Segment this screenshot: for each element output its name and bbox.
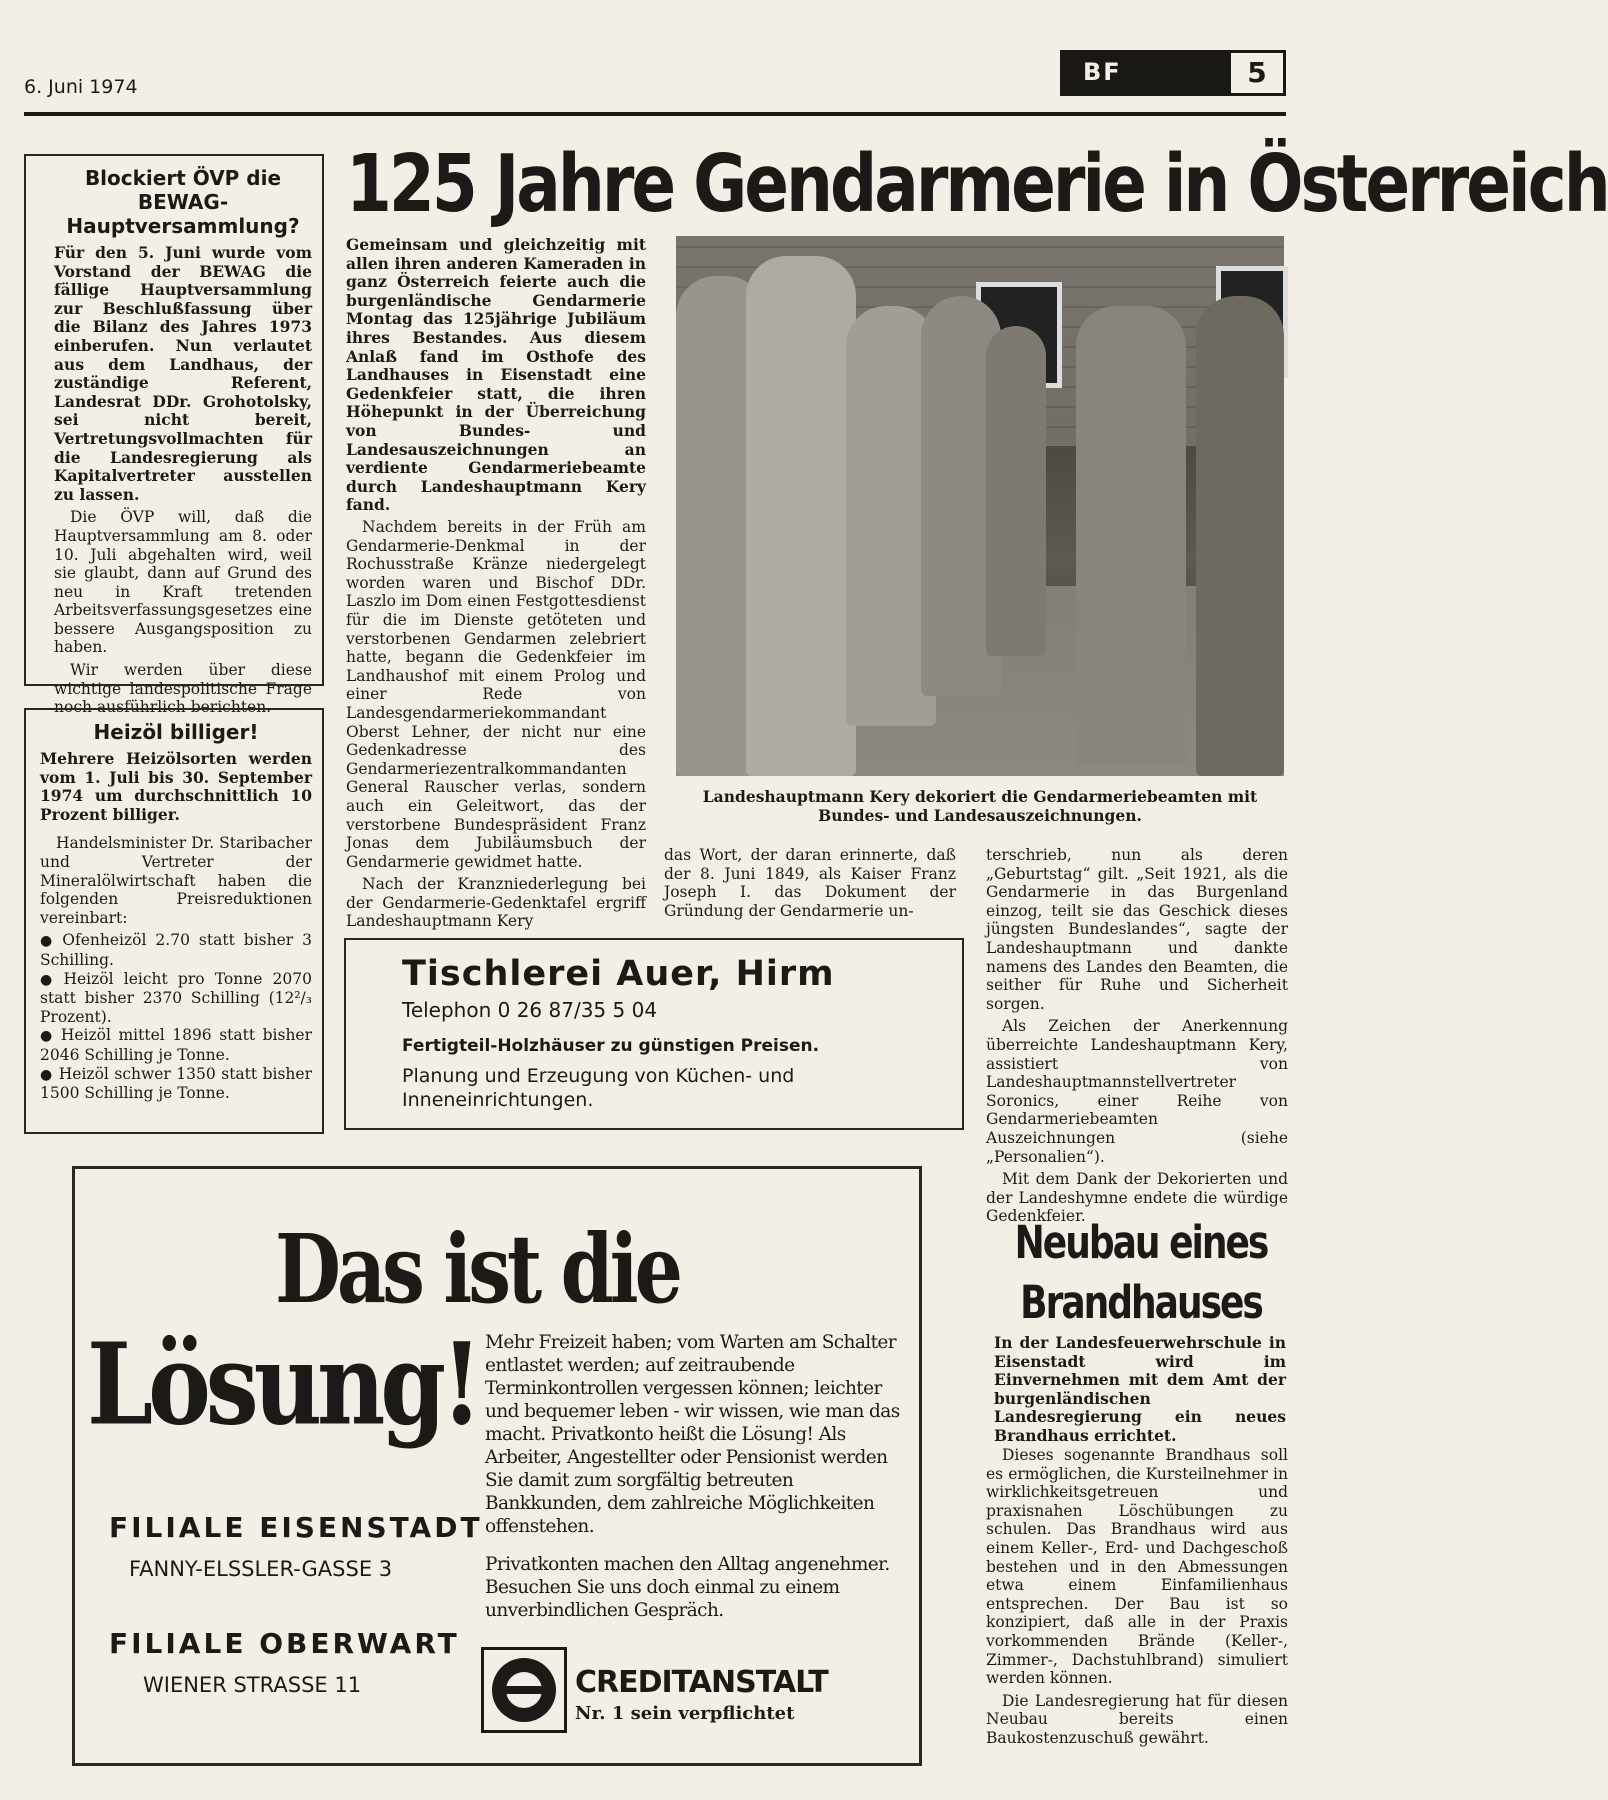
section-badge (1060, 50, 1286, 96)
branch-oberwart: FILIALE OBERWART (109, 1627, 460, 1660)
heizoel-bullet: ● Heizöl mittel 1896 statt bisher 2046 Schilling je Tonne. (40, 1026, 312, 1064)
main-paragraph: das Wort, der daran erinnerte, daß der 8. Juni 1849, als Kaiser Franz Joseph I. das Dokument der Gründung der Gendarmerie un- (664, 846, 956, 920)
heizoel-lead: Mehrere Heizölsorten werden vom 1. Juli bis 30. September 1974 um durchschnittlich 10 Prozent billiger. (40, 749, 312, 824)
ceremony-photo (676, 236, 1284, 776)
ad-slogan-line-2: Lösung! (87, 1319, 478, 1451)
main-paragraph: terschrieb, nun als deren „Geburtstag“ gilt. „Seit 1921, als die Gendarmerie in das Burgenland einzog, teilt sie das Geschick dieses jüngsten Bundeslandes“, sagte der Landeshauptmann und dankte namens des Landes den Beamten, die seither für Ruhe und Sicherheit sorgen. (986, 846, 1288, 1013)
ad-copy: Mehr Freizeit haben; vom Warten am Schalter entlastet werden; auf zeitraubende Terminkontrollen vergessen können; leichter und bequemer leben - wir wissen, wie man das macht. Privatkonto heißt die Lösung! Als Arbeiter, Angestellter oder Pensionist werden Sie damit zum sorgfältig betreuten Bankkunden, dem zahlreiche Möglichkeiten offenstehen. (485, 1332, 900, 1537)
bewag-paragraph: Wir werden über diese wichtige landespolitische Frage noch ausführlich berichten. (54, 661, 312, 717)
brandhaus-paragraph: Die Landesregierung hat für diesen Neubau bereits einen Baukostenzuschuß gewährt. (986, 1691, 1288, 1747)
branch-eisenstadt-address: FANNY-ELSSLER-GASSE 3 (129, 1557, 393, 1581)
heizoel-bullet: ● Heizöl leicht pro Tonne 2070 statt bisher 2370 Schilling (12²/₃ Prozent). (40, 970, 312, 1027)
ad-slogan-line-1: Das ist die (275, 1213, 679, 1325)
main-paragraph: Als Zeichen der Anerkennung überreichte Landeshauptmann Kery, assistiert von Landeshauptmannstellvertreter Soronics, einer Reihe von Gendarmeriebeamten Auszeichnungen (siehe „Personalien“). (986, 1017, 1288, 1166)
tischlerei-tagline: Fertigteil-Holzhäuser zu günstigen Preisen. (402, 1036, 820, 1056)
ad-copy: Privatkonten machen den Alltag angenehmer. Besuchen Sie uns doch einmal zu einem unverbindlichen Gespräch. (485, 1554, 890, 1621)
main-paragraph: Nachdem bereits in der Früh am Gendarmerie-Denkmal in der Rochusstraße Kränze niedergelegt worden waren und Bischof DDr. Laszlo im Dom einen Festgottesdienst für die im Dienste getöteten und verstorbenen Gendarmen zelebriert hatte, begann die Gedenkfeier im Landhaushof mit einem Prolog und einer Rede von Landesgendarmeriekommandant Oberst Lehner, der nicht nur eine Gedenkadresse des Gendarmeriezentralkommandanten General Rauscher verlas, sondern auch ein Geleitwort, das der verstorbene Bundespräsident Franz Jonas dem Jubiläumsbuch der Gendarmerie gewidmet hatte. (346, 518, 646, 871)
creditanstalt-ad (72, 1166, 922, 1766)
brandhaus-headline: Neubau eines Brandhauses (1014, 1217, 1268, 1329)
photo-figure (1196, 296, 1284, 776)
main-body-column-1 (346, 518, 646, 935)
main-paragraph: Nach der Kranzniederlegung bei der Gendarmerie-Gedenktafel ergriff Landeshauptmann Kery (346, 875, 646, 931)
main-body-column-3 (986, 846, 1288, 1230)
header-rule (24, 112, 1286, 116)
bewag-box (24, 154, 324, 717)
page-number: 5 (1227, 53, 1283, 93)
brandhaus-lead: In der Landesfeuerwehrschule in Eisenstadt wird im Einvernehmen mit dem Amt der burgenländischen Landesregierung ein neues Brandhaus errichtet. (994, 1333, 1286, 1445)
branch-oberwart-address: WIENER STRASSE 11 (143, 1673, 362, 1697)
tischlerei-text: Planung und Erzeugung von Küchen- und Inneneinrichtungen. (402, 1065, 795, 1111)
photo-caption: Landeshauptmann Kery dekoriert die Gendarmeriebeamten mit Bundes- und Landesauszeichnungen. (702, 787, 1258, 825)
section-label: BF (1083, 58, 1122, 86)
bewag-paragraph: Die ÖVP will, daß die Hauptversammlung am 8. oder 10. Juli abgehalten wird, weil sie glaubt, dann auf Grund des neu in Kraft tretenden Arbeitsverfassungsgesetzes eine bessere Ausgangsposition zu haben. (54, 508, 312, 657)
bewag-headline: Blockiert ÖVP die BEWAG-Hauptversammlung? (66, 166, 300, 238)
brandhaus-body (986, 1446, 1288, 1752)
heizoel-headline: Heizöl billiger! (93, 720, 259, 744)
issue-date: 6. Juni 1974 (24, 76, 138, 98)
heizoel-bullet: ● Ofenheizöl 2.70 statt bisher 3 Schilling. (40, 931, 312, 969)
main-paragraph: Mit dem Dank der Dekorierten und der Landeshymne endete die würdige Gedenkfeier. (986, 1170, 1288, 1226)
bank-name: CREDITANSTALT (575, 1665, 828, 1700)
photo-figure (746, 256, 856, 776)
photo-figure (986, 326, 1046, 656)
tischlerei-phone: Telephon 0 26 87/35 5 04 (402, 998, 658, 1022)
tischlerei-name: Tischlerei Auer, Hirm (402, 954, 835, 994)
bank-tagline: Nr. 1 sein verpflichtet (575, 1703, 795, 1724)
main-body-column-2 (664, 846, 956, 924)
brandhaus-paragraph: Dieses sogenannte Brandhaus soll es ermöglichen, die Kursteilnehmer in wirklichkeitsgetreuen und praxisnahen Löschübungen zu schulen. Das Brandhaus wird aus einem Keller-, Erd- und Dachgeschoß bestehen und in den Abmessungen etwa einem Einfamilienhaus entsprechen. Der Bau ist so konzipiert, daß alle in der Praxis vorkommenden Brände (Keller-, Zimmer-, Dachstuhlbrand) simuliert werden können. (986, 1446, 1288, 1688)
photo-figure (1076, 306, 1186, 766)
branch-eisenstadt: FILIALE EISENSTADT (109, 1511, 483, 1544)
heizoel-bullet: ● Heizöl schwer 1350 statt bisher 1500 Schilling je Tonne. (40, 1065, 312, 1103)
bewag-lead: Für den 5. Juni wurde vom Vorstand der BEWAG die fällige Hauptversammlung zur Beschlußfassung über die Bilanz des Jahres 1973 einberufen. Nun verlautet aus dem Landhaus, der zuständige Referent, Landesrat DDr. Grohotolsky, sei nicht bereit, Vertretungsvollmachten für die Landesregierung als Kapitalvertreter ausstellen zu lassen. (54, 243, 312, 504)
creditanstalt-logo-icon (481, 1647, 567, 1733)
main-headline: 125 Jahre Gendarmerie in Österreich (346, 138, 1608, 231)
tischlerei-ad (344, 938, 964, 1130)
heizoel-box (24, 708, 324, 1134)
heizoel-paragraph: Handelsminister Dr. Staribacher und Vertreter der Mineralölwirtschaft haben die folgenden Preisreduktionen vereinbart: (40, 834, 312, 927)
main-lead: Gemeinsam und gleichzeitig mit allen ihren anderen Kameraden in ganz Österreich feierte auch die burgenländische Gendarmerie Montag das 125jährige Jubiläum ihres Bestandes. Aus diesem Anlaß fand im Osthofe des Landhauses in Eisenstadt eine Gedenkfeier statt, die ihren Höhepunkt in der Überreichung von Bundes- und Landesauszeichnungen an verdiente Gendarmeriebeamte durch Landeshauptmann Kery fand. (346, 235, 646, 515)
